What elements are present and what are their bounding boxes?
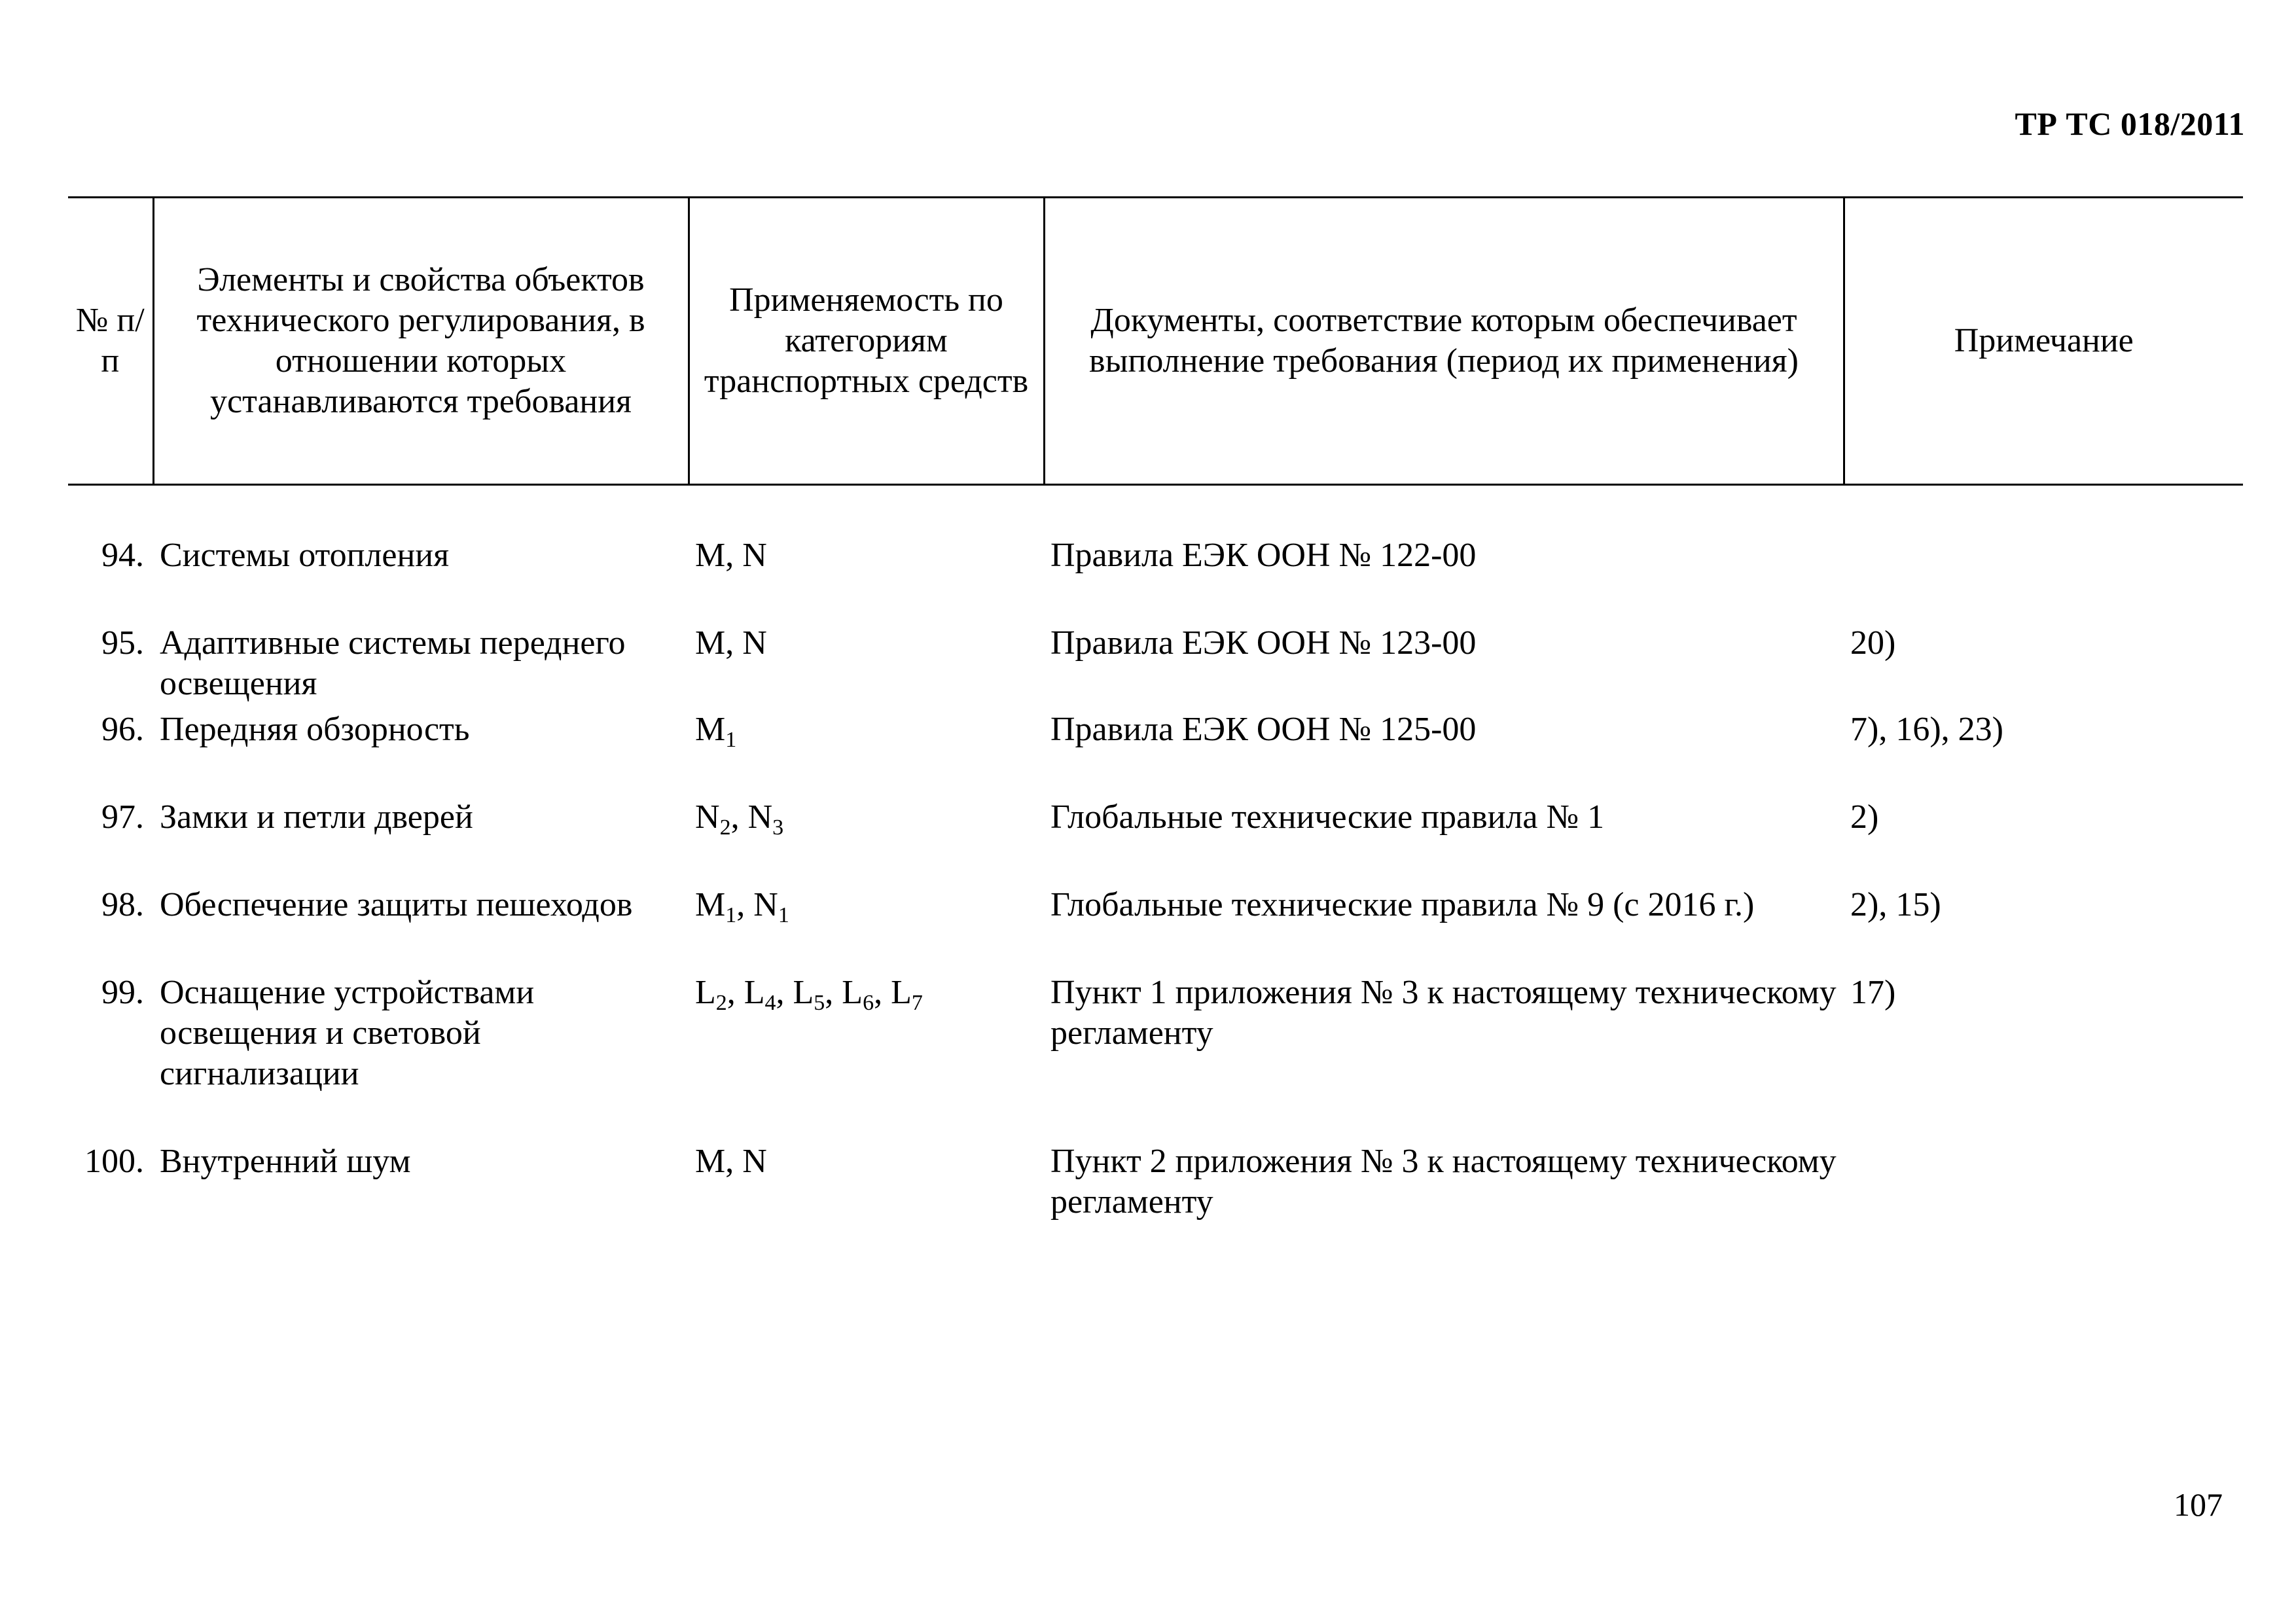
row-document: Правила ЕЭК ООН № 123-00 — [1050, 624, 1477, 662]
vehicle-category-subscript: 1 — [725, 903, 737, 927]
table-row — [68, 972, 2243, 1141]
table-row — [68, 797, 2243, 885]
vehicle-category: M — [695, 624, 726, 662]
row-element: Адаптивные системы переднего освещения — [160, 624, 626, 702]
row-number: 95. — [101, 624, 144, 662]
row-number: 97. — [101, 798, 144, 836]
vehicle-category: N — [742, 537, 767, 574]
row-number: 98. — [101, 886, 144, 923]
row-element: Обеспечение защиты пешеходов — [160, 886, 633, 923]
row-document: Глобальные технические правила № 9 (с 2016 г.) — [1050, 886, 1755, 923]
vehicle-category: L — [793, 974, 814, 1011]
vehicle-category: N — [695, 798, 720, 836]
table-row — [68, 709, 2243, 797]
vehicle-category-subscript: 4 — [764, 991, 776, 1015]
row-number: 100. — [84, 1143, 144, 1180]
table-row — [68, 885, 2243, 972]
row-element: Замки и петли дверей — [160, 798, 473, 836]
row-document: Глобальные технические правила № 1 — [1050, 798, 1605, 836]
vehicle-category: M — [695, 537, 726, 574]
row-categories: M, N — [695, 1143, 767, 1180]
vehicle-category-subscript: 5 — [814, 991, 825, 1015]
row-document: Пункт 1 приложения № 3 к настоящему техническому регламенту — [1050, 974, 1837, 1052]
vehicle-category: L — [842, 974, 863, 1011]
row-note: 2) — [1850, 798, 1879, 836]
row-categories: $M_1$, $N_1$ — [695, 886, 789, 927]
header-note: Примечание — [1844, 198, 2243, 485]
vehicle-category-subscript: 2 — [719, 815, 731, 840]
row-document: Правила ЕЭК ООН № 122-00 — [1050, 537, 1477, 574]
table-row — [68, 1141, 2243, 1270]
row-categories: $N_2$, $N_3$ — [695, 798, 784, 840]
header-applicability: Применяемость по категориям транспортных средств — [689, 198, 1044, 485]
vehicle-category: N — [747, 798, 773, 836]
row-note: 17) — [1850, 974, 1896, 1011]
vehicle-category-subscript: 3 — [772, 815, 784, 840]
vehicle-category-subscript: 1 — [778, 903, 789, 927]
row-number: 94. — [101, 537, 144, 574]
table-header-row — [68, 198, 2243, 485]
row-note: 7), 16), 23) — [1850, 711, 2003, 748]
header-element: Элементы и свойства объектов технического регулирования, в отношении которых устанавливаются требования — [153, 198, 689, 485]
vehicle-category: N — [742, 1143, 767, 1180]
vehicle-category: M — [695, 886, 726, 923]
vehicle-category: L — [891, 974, 912, 1011]
header-documents: Документы, соответствие которым обеспечивает выполнение требования (период их применения) — [1044, 198, 1844, 485]
table-body — [68, 485, 2243, 1270]
row-element: Системы отопления — [160, 537, 450, 574]
vehicle-category-subscript: 1 — [725, 728, 737, 752]
vehicle-category: L — [744, 974, 765, 1011]
vehicle-category-subscript: 6 — [863, 991, 874, 1015]
document-code: ТР ТС 018/2011 — [2015, 105, 2245, 142]
vehicle-category: M — [695, 1143, 726, 1180]
table-row — [68, 623, 2243, 709]
vehicle-category: N — [742, 624, 767, 662]
row-categories: $L_2$, $L_4$, $L_5$, $L_6$, $L_7$ — [695, 974, 923, 1015]
row-categories: M, N — [695, 537, 767, 574]
row-note — [1844, 485, 2243, 624]
row-number: 96. — [101, 711, 144, 748]
vehicle-category: N — [753, 886, 778, 923]
page-number: 107 — [2174, 1486, 2223, 1523]
row-note — [1844, 1141, 2243, 1270]
row-element: Передняя обзорность — [160, 711, 470, 748]
table-row — [68, 485, 2243, 624]
row-categories: M, N — [695, 624, 767, 662]
vehicle-category-subscript: 2 — [715, 991, 727, 1015]
row-document: Правила ЕЭК ООН № 125-00 — [1050, 711, 1477, 748]
row-note: 2), 15) — [1850, 886, 1941, 923]
row-document: Пункт 2 приложения № 3 к настоящему техническому регламенту — [1050, 1143, 1837, 1221]
vehicle-category: L — [695, 974, 716, 1011]
row-categories — [689, 709, 1044, 797]
vehicle-category: M — [695, 711, 726, 748]
requirements-table — [68, 196, 2243, 1270]
row-note: 20) — [1850, 624, 1896, 662]
row-element: Оснащение устройствами освещения и световой сигнализации — [160, 974, 535, 1092]
row-element: Внутренний шум — [160, 1143, 411, 1180]
row-number: 99. — [101, 974, 144, 1011]
header-num: № п/п — [68, 198, 153, 485]
vehicle-category-subscript: 7 — [911, 991, 923, 1015]
